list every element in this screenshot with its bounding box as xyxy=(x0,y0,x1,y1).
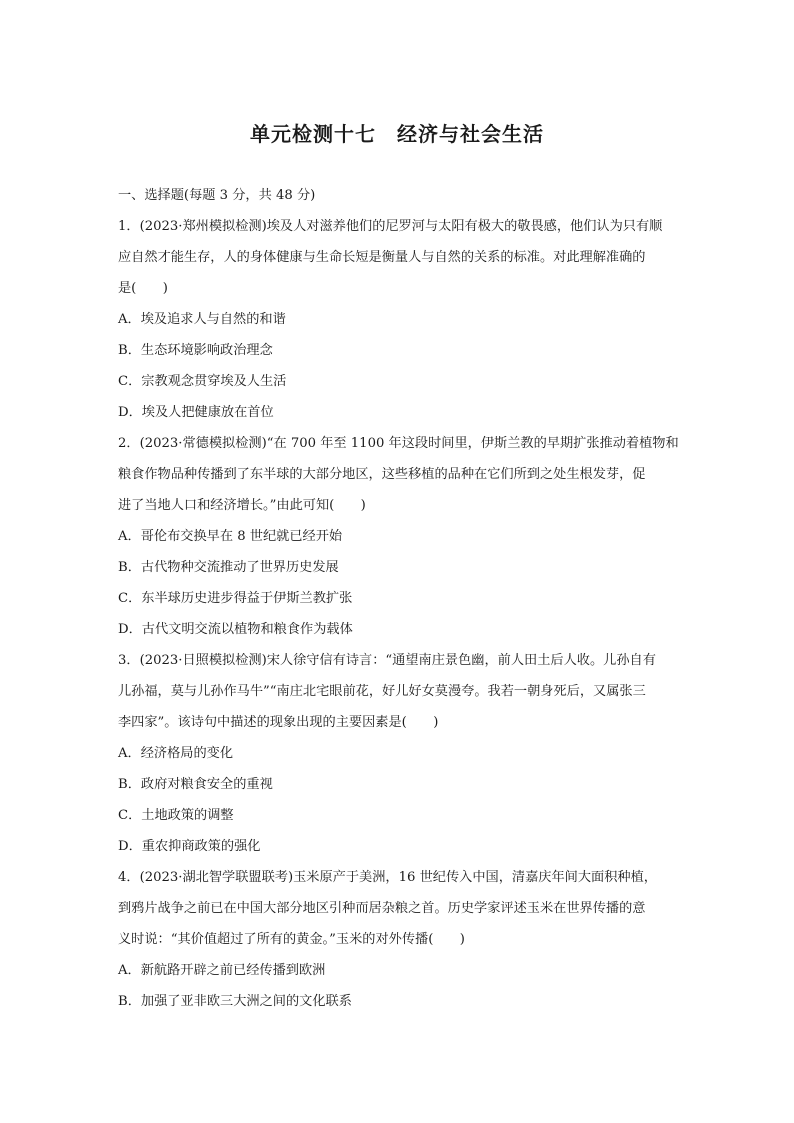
question-2-option-b: B．古代物种交流推动了世界历史发展 xyxy=(118,560,339,575)
question-2-line-1: 2．(2023·常德模拟检测)“在 700 年至 1100 年这段时间里，伊斯兰教的早期扩张推动着植物和 xyxy=(118,436,679,451)
question-4-option-a: A．新航路开辟之前已经传播到欧洲 xyxy=(118,963,326,978)
question-1-option-c: C．宗教观念贯穿埃及人生活 xyxy=(118,374,287,389)
question-1-line-2: 应自然才能生存，人的身体健康与生命长短是衡量人与自然的关系的标准。对此理解准确的 xyxy=(118,250,646,265)
question-4 xyxy=(118,862,683,1017)
page-title: 单元检测十七 经济与社会生活 xyxy=(250,122,544,146)
question-2-line-2: 粮食作物品种传播到了东半球的大部分地区，这些移植的品种在它们所到之处生根发芽，促 xyxy=(118,467,646,482)
document-body xyxy=(118,180,683,1017)
section-heading: 一、选择题(每题 3 分，共 48 分) xyxy=(118,188,316,203)
question-3 xyxy=(118,645,683,862)
question-1-line-1: 1．(2023·郑州模拟检测)埃及人对滋养他们的尼罗河与太阳有极大的敬畏感，他们认为只有顺 xyxy=(118,219,663,234)
question-2-option-d: D．古代文明交流以植物和粮食作为载体 xyxy=(118,622,353,637)
question-2-option-c: C．东半球历史进步得益于伊斯兰教扩张 xyxy=(118,591,353,606)
question-2 xyxy=(118,428,683,645)
question-3-option-a: A．经济格局的变化 xyxy=(118,746,234,761)
question-3-option-c: C．土地政策的调整 xyxy=(118,808,234,823)
question-3-option-d: D．重农抑商政策的强化 xyxy=(118,839,261,854)
question-4-line-1: 4．(2023·湖北智学联盟联考)玉米原产于美洲，16 世纪传入中国，清嘉庆年间大面积种植， xyxy=(118,870,657,885)
question-4-option-b: B．加强了亚非欧三大洲之间的文化联系 xyxy=(118,994,352,1009)
question-4-line-3: 义时说：“其价值超过了所有的黄金。”玉米的对外传播( ) xyxy=(118,932,465,947)
question-1-option-d: D．埃及人把健康放在首位 xyxy=(118,405,274,420)
question-1-option-a: A．埃及追求人与自然的和谐 xyxy=(118,312,286,327)
question-3-option-b: B．政府对粮食安全的重视 xyxy=(118,777,273,792)
question-3-line-2: 儿孙福，莫与儿孙作马牛”“南庄北宅眼前花，好儿好女莫漫夸。我若一朝身死后，又属张三 xyxy=(118,684,646,699)
question-3-line-1: 3．(2023·日照模拟检测)宋人徐守信有诗言：“通望南庄景色幽，前人田土后人收。儿孙自有 xyxy=(118,653,656,668)
question-1-line-3: 是( ) xyxy=(118,281,168,296)
question-2-option-a: A．哥伦布交换早在 8 世纪就已经开始 xyxy=(118,529,343,544)
question-4-line-2: 到鸦片战争之前已在中国大部分地区引种而居杂粮之首。历史学家评述玉米在世界传播的意 xyxy=(118,901,646,916)
question-1 xyxy=(118,211,683,428)
question-1-option-b: B．生态环境影响政治理念 xyxy=(118,343,273,358)
question-2-line-3: 进了当地人口和经济增长。”由此可知( ) xyxy=(118,498,366,513)
question-3-line-3: 李四家”。该诗句中描述的现象出现的主要因素是( ) xyxy=(118,715,439,730)
